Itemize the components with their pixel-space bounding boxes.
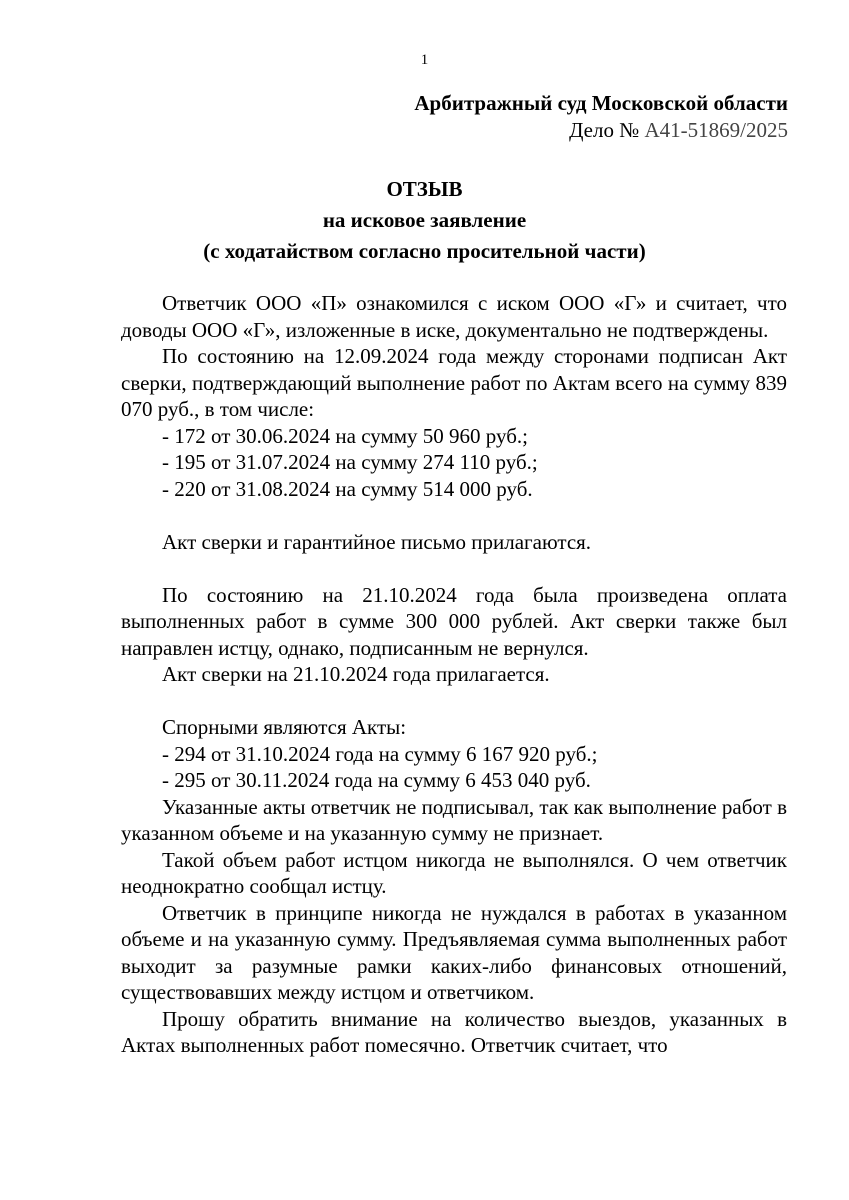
paragraph-10: Прошу обратить внимание на количество выездов, указанных в Актах выполненных работ помесячно. Ответчик считает, что: [121, 1006, 787, 1057]
case-line: [414, 117, 788, 144]
list-item: - 220 от 31.08.2024 на сумму 514 000 руб.: [162, 476, 533, 501]
title-sub-2: (с ходатайством согласно просительной части): [203, 239, 646, 263]
document-title: [0, 174, 849, 267]
paragraph-3: Акт сверки и гарантийное письмо прилагаются.: [162, 529, 592, 554]
list-item: - 294 от 31.10.2024 года на сумму 6 167 920 руб.;: [162, 741, 598, 766]
paragraph-7: Указанные акты ответчик не подписывал, так как выполнение работ в указанном объеме и на указанную сумму не признает.: [121, 794, 787, 845]
paragraph-8: Такой объем работ истцом никогда не выполнялся. О чем ответчик неоднократно сообщал истцу.: [121, 847, 787, 898]
case-prefix: Дело №: [569, 118, 645, 142]
list-item: - 172 от 30.06.2024 на сумму 50 960 руб.;: [162, 423, 529, 448]
list-item: - 195 от 31.07.2024 на сумму 274 110 руб.;: [162, 450, 538, 474]
page-number: 1: [420, 52, 429, 68]
spacer: [121, 688, 787, 715]
case-number: А41-51869/2025: [644, 118, 788, 142]
title-main: ОТЗЫВ: [386, 177, 463, 201]
court-header: [414, 90, 788, 144]
paragraph-1: Ответчик ООО «П» ознакомился с иском ООО «Г» и считает, что доводы ООО «Г», изложенные в иске, документально не подтверждены.: [121, 291, 787, 342]
spacer: [121, 502, 787, 529]
paragraph-4: По состоянию на 21.10.2024 года была произведена оплата выполненных работ в сумме 300 000 рублей. Акт сверки также был направлен истцу, однако, подписанным не вернулся.: [121, 582, 787, 660]
paragraph-2: По состоянию на 12.09.2024 года между сторонами подписан Акт сверки, подтверждающий выполнение работ по Актам всего на сумму 839 070 руб., в том числе:: [121, 344, 787, 421]
document-body: [121, 290, 787, 1059]
paragraph-9: Ответчик в принципе никогда не нуждался в работах в указанном объеме и на указанную сумму. Предъявляемая сумма выполненных работ выходит за разумные рамки каких-либо финансовых отношений, существовавших между истцом и ответчиком.: [121, 900, 787, 1004]
paragraph-6: Спорными являются Акты:: [162, 715, 407, 739]
title-sub-1: на исковое заявление: [322, 208, 527, 232]
list-item: - 295 от 30.11.2024 года на сумму 6 453 040 руб.: [162, 768, 591, 792]
court-name: Арбитражный суд Московской области: [414, 91, 788, 115]
spacer: [121, 555, 787, 582]
paragraph-5: Акт сверки на 21.10.2024 года прилагается.: [162, 662, 550, 686]
